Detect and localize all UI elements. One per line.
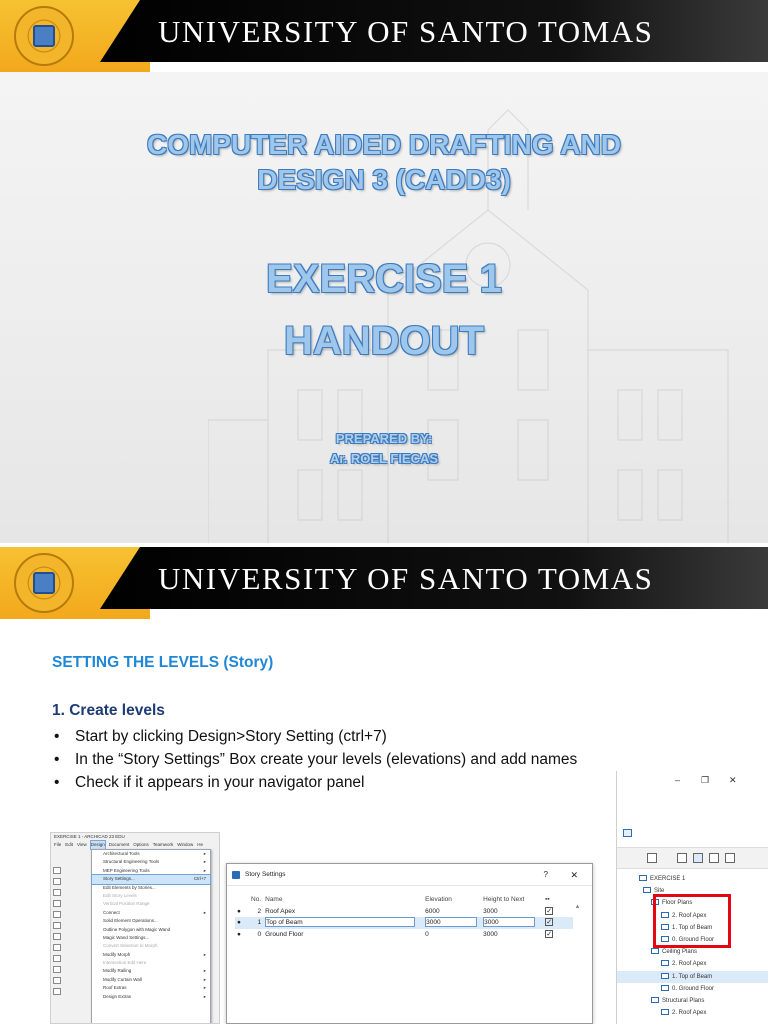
menu-item[interactable]: Modify Railing ▸ bbox=[103, 968, 206, 974]
table-header-row bbox=[235, 894, 573, 906]
layout-book-icon[interactable] bbox=[709, 853, 719, 863]
story-elevation[interactable]: 0 bbox=[425, 930, 429, 938]
toolbox bbox=[53, 867, 63, 1022]
ust-seal-logo bbox=[14, 553, 74, 613]
menu-item[interactable]: Modify Morph ▸ bbox=[103, 951, 206, 957]
show-checkbox[interactable]: ✓ bbox=[546, 919, 553, 926]
menu-item[interactable]: Connect ▸ bbox=[103, 909, 206, 915]
menu-view[interactable]: View bbox=[77, 842, 87, 847]
story-settings-icon bbox=[232, 871, 240, 879]
tree-item-floor-plans[interactable]: Floor Plans bbox=[617, 897, 768, 909]
tree-item-ceiling[interactable]: 2. Roof Apex bbox=[617, 958, 768, 970]
tree-item-structural-plans[interactable]: Structural Plans bbox=[617, 995, 768, 1007]
tree-item-floor[interactable]: 1. Top of Beam bbox=[617, 922, 768, 934]
course-title-line1: COMPUTER AIDED DRAFTING AND bbox=[147, 129, 621, 160]
dialog-title: Story Settings bbox=[245, 871, 286, 878]
menu-item-story-settings[interactable]: Story Settings... Ctrl+7 bbox=[92, 875, 210, 883]
help-button[interactable]: ? bbox=[543, 870, 548, 879]
university-name: UNIVERSITY OF SANTO TOMAS bbox=[158, 561, 654, 596]
menu-item[interactable]: Architectural Tools ▸ bbox=[103, 851, 206, 856]
author-name: Ar. ROEL FIECAS bbox=[329, 451, 439, 466]
col-header-elevation: Elevation bbox=[425, 896, 452, 903]
tool-icon[interactable] bbox=[53, 911, 61, 918]
tree-item-ceiling[interactable]: 1. Top of Beam bbox=[617, 971, 768, 983]
prepared-by-block bbox=[0, 430, 768, 467]
navigator-panel bbox=[616, 771, 768, 1024]
tool-icon[interactable] bbox=[53, 867, 61, 874]
story-height[interactable]: 3000 bbox=[483, 907, 498, 915]
tool-icon[interactable] bbox=[53, 988, 61, 995]
menu-item[interactable]: MEP Engineering Tools ▸ bbox=[103, 867, 206, 873]
scrollbar[interactable]: ▲ bbox=[574, 904, 581, 910]
tree-item-project[interactable]: EXERCISE 1 bbox=[617, 873, 768, 885]
course-title-line2: DESIGN 3 (CADD3) bbox=[257, 164, 511, 195]
minimize-button[interactable]: – bbox=[675, 775, 681, 785]
tree-item-structural[interactable]: 2. Roof Apex bbox=[617, 1007, 768, 1019]
instruction-slide bbox=[0, 547, 768, 1024]
list-item: • Check if it appears in your navigator panel bbox=[52, 771, 577, 794]
dialog-titlebar bbox=[227, 864, 592, 886]
view-map-icon[interactable] bbox=[693, 853, 703, 863]
menu-options[interactable]: Options bbox=[133, 842, 149, 847]
story-name[interactable]: Ground Floor bbox=[265, 930, 304, 938]
ust-seal-logo bbox=[14, 6, 74, 66]
menu-help[interactable]: He bbox=[197, 842, 204, 847]
tool-icon[interactable] bbox=[53, 922, 61, 929]
design-menu-dropdown bbox=[91, 849, 211, 1024]
menu-window[interactable]: Window bbox=[177, 842, 194, 847]
show-checkbox[interactable]: ✓ bbox=[546, 930, 553, 938]
story-no: 0 bbox=[257, 930, 262, 938]
section-heading: SETTING THE LEVELS (Story) bbox=[52, 654, 274, 671]
story-no: 2 bbox=[257, 907, 262, 915]
menu-edit[interactable]: Edit bbox=[65, 842, 74, 847]
show-checkbox[interactable]: ✓ bbox=[546, 907, 553, 915]
university-banner bbox=[0, 547, 768, 619]
close-button[interactable]: ✕ bbox=[729, 775, 737, 785]
menu-teamwork[interactable]: Teamwork bbox=[152, 842, 174, 847]
story-height[interactable]: 3000 bbox=[483, 930, 498, 938]
exercise-label: EXERCISE 1 bbox=[266, 257, 502, 301]
tool-icon[interactable] bbox=[53, 944, 61, 951]
university-name: UNIVERSITY OF SANTO TOMAS bbox=[158, 14, 654, 49]
menu-item[interactable]: Outline Polygon with Magic Wand bbox=[103, 926, 171, 932]
menu-item[interactable]: Design Extras ▸ bbox=[103, 993, 206, 999]
course-title bbox=[0, 127, 768, 197]
instruction-list bbox=[52, 725, 577, 794]
close-button[interactable]: ✕ bbox=[570, 870, 578, 880]
story-elevation-input[interactable]: 3000 bbox=[425, 917, 477, 927]
project-map-icon[interactable] bbox=[677, 853, 687, 863]
university-banner bbox=[0, 0, 768, 72]
list-item: • In the “Story Settings” Box create your levels (elevations) and add names bbox=[52, 748, 577, 771]
tree-item-ceiling-plans[interactable]: Ceiling Plans bbox=[617, 946, 768, 958]
navigator-menu-icon[interactable] bbox=[647, 853, 657, 863]
menu-item[interactable]: Edit Story Levels bbox=[103, 892, 137, 898]
table-row[interactable]: ● 0 Ground Floor 0 3000 ✓ bbox=[235, 929, 573, 941]
menu-item[interactable]: Intersection Edit Here bbox=[103, 960, 147, 966]
list-item: • Start by clicking Design>Story Setting (ctrl+7) bbox=[52, 725, 577, 748]
menu-document[interactable]: Document bbox=[108, 842, 130, 847]
menu-item[interactable]: Vertical Position Range bbox=[103, 901, 150, 907]
tool-icon[interactable] bbox=[53, 977, 61, 984]
story-elevation[interactable]: 6000 bbox=[425, 907, 440, 915]
table-row[interactable]: ● 2 Roof Apex 6000 3000 ✓ bbox=[235, 906, 573, 918]
menu-item[interactable]: Edit Elements by Stories... bbox=[103, 884, 156, 890]
menu-item[interactable]: Roof Extras ▸ bbox=[103, 985, 206, 991]
menu-item[interactable]: Structural Engineering Tools ▸ bbox=[103, 859, 206, 865]
col-header-height: Height to Next bbox=[483, 896, 525, 903]
tool-icon[interactable] bbox=[53, 889, 61, 896]
story-settings-dialog bbox=[226, 863, 593, 1024]
restore-button[interactable]: ❐ bbox=[701, 775, 710, 785]
step-heading: 1. Create levels bbox=[52, 702, 165, 719]
tool-icon[interactable] bbox=[53, 955, 61, 962]
publisher-sets-icon[interactable] bbox=[725, 853, 735, 863]
tool-icon[interactable] bbox=[53, 878, 61, 885]
menu-design[interactable]: Design bbox=[90, 842, 105, 847]
menu-item[interactable]: Convert Selection to Morph bbox=[103, 943, 158, 949]
tool-icon[interactable] bbox=[53, 966, 61, 973]
col-header-no: No. bbox=[251, 896, 262, 903]
story-height-input[interactable]: 3000 bbox=[483, 917, 535, 927]
archicad-design-menu-screenshot bbox=[50, 832, 220, 1024]
window-controls bbox=[617, 771, 768, 791]
tool-icon[interactable] bbox=[53, 900, 61, 907]
story-table bbox=[235, 894, 573, 940]
highlight-box bbox=[653, 894, 731, 948]
navigator-toolbar bbox=[617, 847, 768, 869]
col-header-name: Name bbox=[265, 896, 283, 903]
tree-item-ceiling[interactable]: 0. Ground Floor bbox=[617, 983, 768, 995]
table-row[interactable]: ● 1 Top of Beam 3000 3000 ✓ bbox=[235, 917, 573, 929]
story-name-input[interactable]: Top of Beam bbox=[265, 917, 415, 927]
exercise-title bbox=[0, 255, 768, 365]
menu-bar bbox=[51, 841, 219, 849]
col-header-show-icon: ▪▪ bbox=[545, 896, 550, 903]
tree-item-floor[interactable]: 2. Roof Apex bbox=[617, 910, 768, 922]
window-title: EXERCISE 1 - ARCHICAD 23 EDU bbox=[54, 834, 125, 839]
tool-icon[interactable] bbox=[53, 933, 61, 940]
menu-file[interactable]: File bbox=[54, 842, 62, 847]
prepared-by-label: PREPARED BY: bbox=[335, 431, 433, 446]
tree-item-site[interactable]: Site bbox=[617, 885, 768, 897]
story-no: 1 bbox=[249, 917, 263, 929]
tree-item-floor[interactable]: 0. Ground Floor bbox=[617, 934, 768, 946]
menu-item[interactable]: Magic Wand Settings... bbox=[103, 934, 150, 940]
menu-item[interactable]: Solid Element Operations... bbox=[103, 918, 158, 924]
pin-icon[interactable] bbox=[623, 829, 632, 837]
handout-label: HANDOUT bbox=[284, 319, 484, 363]
menu-item[interactable]: Modify Curtain Wall ▸ bbox=[103, 976, 206, 982]
story-name[interactable]: Roof Apex bbox=[265, 907, 296, 915]
